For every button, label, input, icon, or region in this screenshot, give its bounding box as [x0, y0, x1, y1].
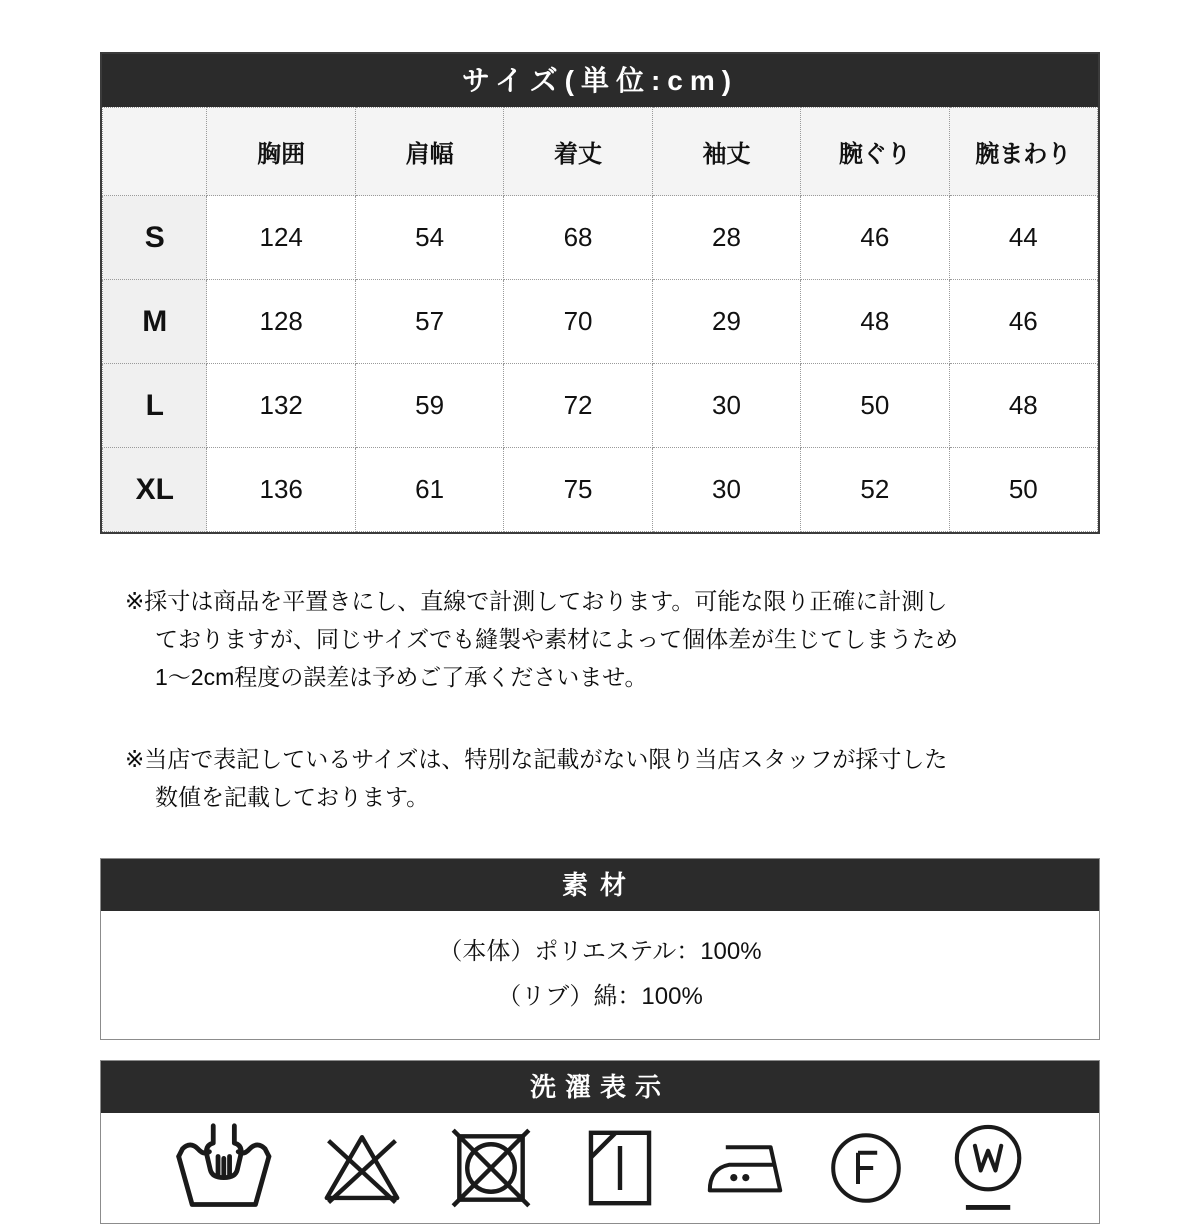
- care-label-section: [100, 1060, 1100, 1224]
- note-staff-measured: [100, 740, 1100, 816]
- material-section: [100, 858, 1100, 1040]
- table-row-m: [103, 280, 1098, 364]
- do-not-tumble-dry-icon: [447, 1124, 535, 1212]
- note-measurement-accuracy: [100, 582, 1100, 696]
- cell-value: 46: [949, 280, 1097, 364]
- size-chart-section: [100, 52, 1100, 534]
- cell-value: 59: [355, 364, 503, 448]
- care-title-bar: [101, 1061, 1099, 1113]
- measurement-notes: [100, 556, 1100, 816]
- cell-value: 52: [801, 448, 949, 532]
- column-header-armhole: 腕ぐり: [801, 108, 949, 196]
- cell-value: 50: [801, 364, 949, 448]
- cell-value: 29: [652, 280, 800, 364]
- table-row-xl: [103, 448, 1098, 532]
- product-info-sheet: [100, 0, 1100, 1224]
- wet-clean-w-underline-icon: [947, 1122, 1029, 1214]
- column-header-shoulder: 肩幅: [355, 108, 503, 196]
- size-label: M: [103, 280, 207, 364]
- cell-value: 30: [652, 364, 800, 448]
- table-row-l: [103, 364, 1098, 448]
- material-line-rib: （リブ）綿：100%: [497, 983, 703, 1010]
- dry-clean-f-icon: [826, 1128, 906, 1208]
- cell-value: 46: [801, 196, 949, 280]
- note-line: ておりますが、同じサイズでも縫製や素材によって個体差が生じてしまうため: [155, 626, 959, 652]
- note-line: 数値を記載しております。: [155, 784, 430, 810]
- cell-value: 48: [801, 280, 949, 364]
- column-header-length: 着丈: [504, 108, 652, 196]
- cell-value: 124: [207, 196, 355, 280]
- do-not-bleach-icon: [318, 1124, 406, 1212]
- cell-value: 50: [949, 448, 1097, 532]
- note-line: 1〜2cm程度の誤差は予めご了承くださいませ。: [155, 664, 648, 690]
- cell-value: 28: [652, 196, 800, 280]
- material-line-body: （本体）ポリエステル：100%: [438, 938, 762, 965]
- cell-value: 70: [504, 280, 652, 364]
- column-header-arm-width: 腕まわり: [949, 108, 1097, 196]
- material-title: 素材: [561, 870, 638, 900]
- cell-value: 57: [355, 280, 503, 364]
- cell-value: 68: [504, 196, 652, 280]
- column-header-chest: 胸囲: [207, 108, 355, 196]
- size-label: S: [103, 196, 207, 280]
- cell-value: 54: [355, 196, 503, 280]
- note-line: ※当店で表記しているサイズは、特別な記載がない限り当店スタッフが採寸した: [125, 746, 948, 772]
- material-title-bar: [101, 859, 1099, 911]
- size-table: [102, 107, 1098, 532]
- cell-value: 72: [504, 364, 652, 448]
- care-symbols-row: [101, 1113, 1099, 1223]
- cell-value: 61: [355, 448, 503, 532]
- size-table-header-row: [103, 108, 1098, 196]
- size-label: XL: [103, 448, 207, 532]
- size-chart-title-bar: [102, 54, 1098, 107]
- cell-value: 128: [207, 280, 355, 364]
- cell-value: 30: [652, 448, 800, 532]
- cell-value: 75: [504, 448, 652, 532]
- cell-value: 44: [949, 196, 1097, 280]
- column-header-sleeve: 袖丈: [652, 108, 800, 196]
- cell-value: 132: [207, 364, 355, 448]
- table-row-s: [103, 196, 1098, 280]
- size-table-corner-cell: [103, 108, 207, 196]
- note-line: ※採寸は商品を平置きにし、直線で計測しております。可能な限り正確に計測し: [125, 588, 948, 614]
- cell-value: 136: [207, 448, 355, 532]
- hand-wash-icon: [171, 1120, 277, 1216]
- care-title: 洗濯表示: [529, 1072, 670, 1102]
- iron-two-dots-icon: [705, 1128, 785, 1208]
- material-body: [101, 911, 1099, 1039]
- cell-value: 48: [949, 364, 1097, 448]
- size-label: L: [103, 364, 207, 448]
- size-chart-title: サイズ(単位:cm): [461, 65, 739, 96]
- line-dry-in-shade-icon: [576, 1124, 664, 1212]
